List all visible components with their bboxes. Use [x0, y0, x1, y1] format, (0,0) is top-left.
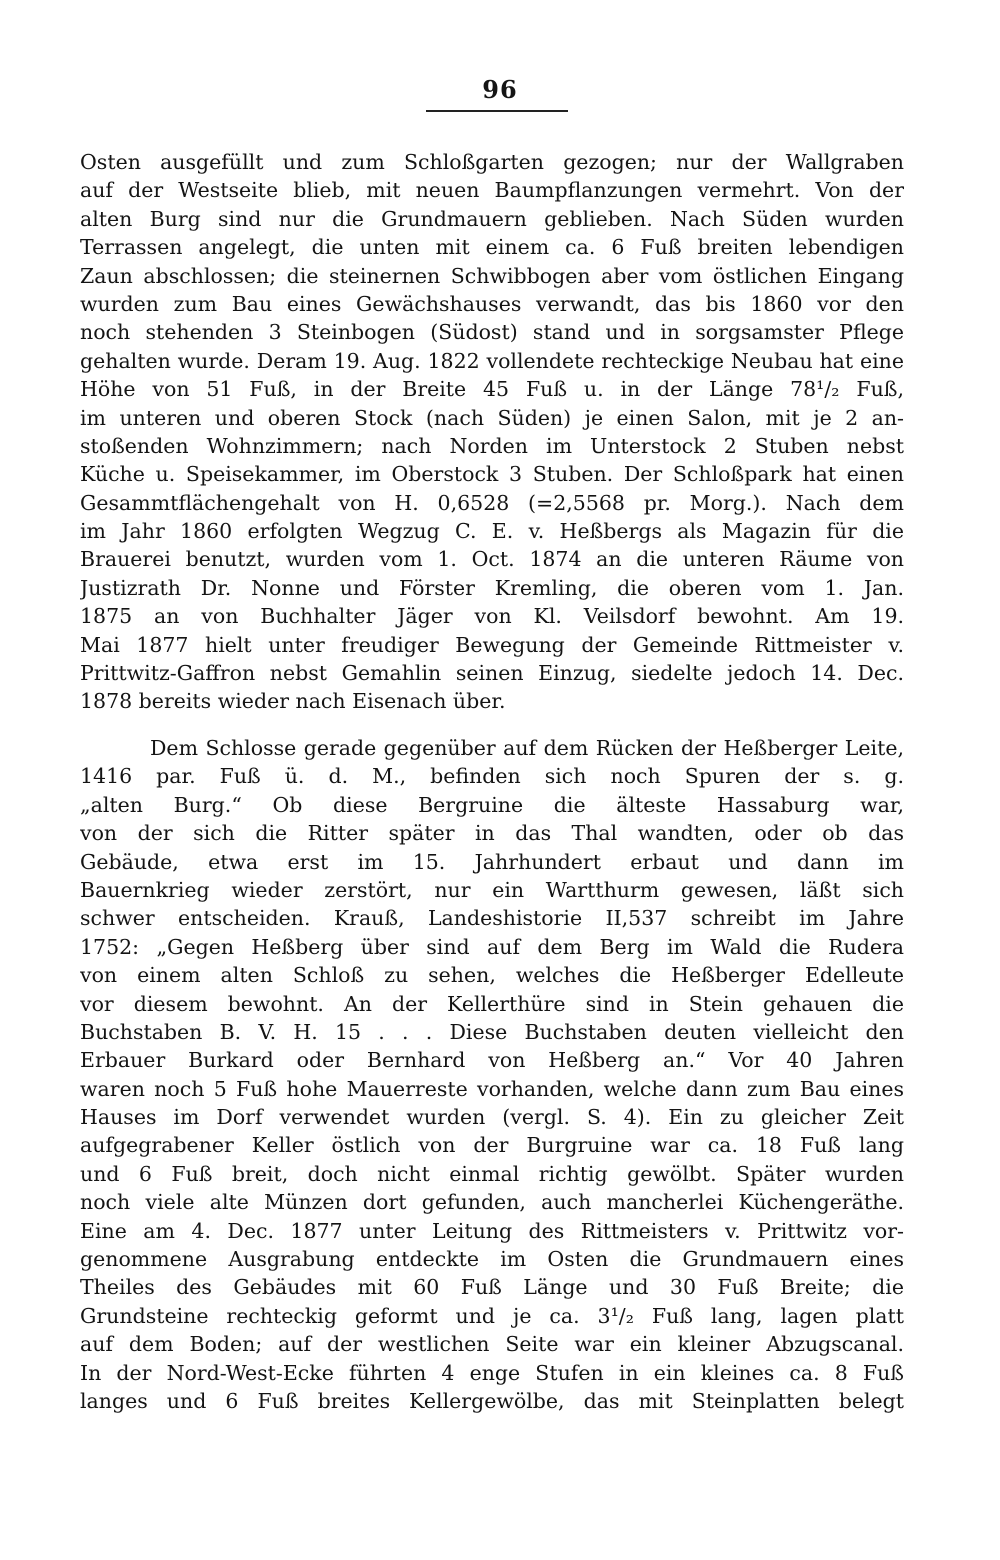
text-line: Eine am 4. Dec. 1877 unter Leitung des Rittmeisters v. Prittwitz vor- [80, 1218, 904, 1243]
text-line: noch viele alte Münzen dort gefunden, auch mancherlei Küchengeräthe. [80, 1190, 904, 1215]
text-line: Bauernkrieg wieder zerstört, nur ein Wartthurm gewesen, läßt sich [80, 877, 904, 902]
text-line: von einem alten Schloß zu sehen, welches die Heßberger Edelleute [80, 963, 904, 988]
text-line: Gebäude, etwa erst im 15. Jahrhundert erbaut und dann im [80, 849, 904, 874]
text-line: stoßenden Wohnzimmern; nach Norden im Unterstock 2 Stuben nebst [80, 433, 904, 458]
text-line: Mai 1877 hielt unter freudiger Bewegung der Gemeinde Rittmeister v. [80, 632, 904, 657]
paragraph-2 [80, 734, 904, 1415]
page-number: 96 [482, 75, 518, 104]
text-line: Dem Schlosse gerade gegenüber auf dem Rücken der Heßberger Leite, [150, 736, 904, 760]
text-line: langes und 6 Fuß breites Kellergewölbe, das mit Steinplatten belegt [80, 1388, 904, 1413]
text-line: wurden zum Bau eines Gewächshauses verwandt, das bis 1860 vor den [80, 291, 904, 316]
text-line: In der Nord-West-Ecke führten 4 enge Stufen in ein kleines ca. 8 Fuß [80, 1360, 904, 1385]
text-line: 1752: „Gegen Heßberg über sind auf dem Berg im Wald die Rudera [80, 934, 904, 959]
text-line: 1875 an von Buchhalter Jäger von Kl. Veilsdorf bewohnt. Am 19. [80, 604, 904, 629]
text-line: Justizrath Dr. Nonne und Förster Kremling, die oberen vom 1. Jan. [80, 575, 904, 600]
text-line: Terrassen angelegt, die unten mit einem ca. 6 Fuß breiten lebendigen [80, 235, 904, 260]
text-line: im unteren und oberen Stock (nach Süden) je einen Salon, mit je 2 an- [80, 405, 904, 430]
text-line: 1416 par. Fuß ü. d. M., befinden sich noch Spuren der s. g. [80, 764, 904, 789]
text-line: Küche u. Speisekammer, im Oberstock 3 Stuben. Der Schloßpark hat einen [80, 462, 904, 487]
text-line: Theiles des Gebäudes mit 60 Fuß Länge und 30 Fuß Breite; die [80, 1275, 904, 1300]
text-line: Hauses im Dorf verwendet wurden (vergl. S. 4). Ein zu gleicher Zeit [80, 1105, 904, 1130]
text-line: Brauerei benutzt, wurden vom 1. Oct. 1874 an die unteren Räume von [80, 547, 904, 572]
text-line: noch stehenden 3 Steinbogen (Südost) stand und in sorgsamster Pflege [80, 320, 904, 345]
text-line: genommene Ausgrabung entdeckte im Osten die Grundmauern eines [80, 1247, 904, 1272]
text-line: Prittwitz-Gaffron nebst Gemahlin seinen Einzug, siedelte jedoch 14. Dec. [80, 661, 904, 686]
text-line: gehalten wurde. Deram 19. Aug. 1822 vollendete rechteckige Neubau hat eine [80, 348, 904, 373]
text-line: Buchstaben B. V. H. 15 . . . Diese Buchstaben deuten vielleicht den [80, 1019, 904, 1044]
text-line: und 6 Fuß breit, doch nicht einmal richtig gewölbt. Später wurden [80, 1161, 904, 1186]
text-line: 1878 bereits wieder nach Eisenach über. [80, 689, 506, 714]
text-line: Grundsteine rechteckig geformt und je ca. 3¹/₂ Fuß lang, lagen platt [80, 1303, 904, 1328]
text-line: Erbauer Burkard oder Bernhard von Heßberg an.“ Vor 40 Jahren [80, 1048, 904, 1073]
text-line: schwer entscheiden. Krauß, Landeshistorie II,537 schreibt im Jahre [80, 906, 904, 931]
text-line: Osten ausgefüllt und zum Schloßgarten gezogen; nur der Wallgraben [80, 150, 904, 174]
text-line: alten Burg sind nur die Grundmauern geblieben. Nach Süden wurden [80, 206, 904, 231]
text-line: vor diesem bewohnt. An der Kellerthüre sind in Stein gehauen die [80, 991, 904, 1016]
paragraph-1 [80, 148, 904, 716]
text-line: Höhe von 51 Fuß, in der Breite 45 Fuß u. in der Länge 78¹/₂ Fuß, [80, 377, 904, 402]
text-line: Zaun abschlossen; die steinernen Schwibbogen aber vom östlichen Eingang [80, 263, 904, 288]
text-line: aufgegrabener Keller östlich von der Burgruine war ca. 18 Fuß lang [80, 1133, 904, 1158]
page-number-rule [426, 110, 568, 112]
text-line: „alten Burg.“ Ob diese Bergruine die älteste Hassaburg war, [80, 792, 904, 817]
text-line: im Jahr 1860 erfolgten Wegzug C. E. v. Heßbergs als Magazin für die [80, 519, 904, 544]
text-line: waren noch 5 Fuß hohe Mauerreste vorhanden, welche dann zum Bau eines [80, 1076, 904, 1101]
text-line: auf dem Boden; auf der westlichen Seite war ein kleiner Abzugscanal. [80, 1332, 904, 1357]
text-line: Gesammtflächengehalt von H. 0,6528 (=2,5568 pr. Morg.). Nach dem [80, 490, 904, 515]
text-line: von der sich die Ritter später in das Thal wandten, oder ob das [80, 821, 904, 846]
text-line: auf der Westseite blieb, mit neuen Baumpflanzungen vermehrt. Von der [80, 178, 904, 203]
